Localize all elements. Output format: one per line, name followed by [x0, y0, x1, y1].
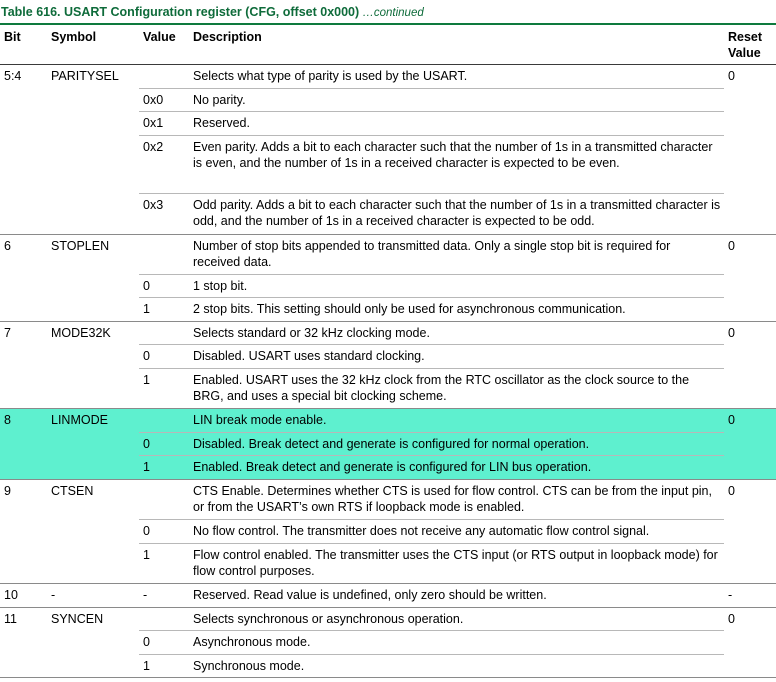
description-cell: Reserved. — [189, 112, 724, 136]
bit-cell: 6 — [0, 235, 47, 322]
description-cell: Selects synchronous or asynchronous operation. — [189, 608, 724, 631]
symbol-cell: CTSEN — [47, 480, 139, 584]
value-cell: - — [139, 584, 189, 608]
table-row — [0, 480, 776, 520]
bit-cell: 8 — [0, 409, 47, 480]
header-symbol: Symbol — [47, 25, 139, 65]
reset-cell: 0 — [724, 480, 776, 584]
value-cell — [139, 409, 189, 433]
header-value: Value — [139, 25, 189, 65]
description-cell: Enabled. Break detect and generate is configured for LIN bus operation. — [189, 456, 724, 480]
table-row — [0, 235, 776, 275]
value-cell: 1 — [139, 655, 189, 678]
value-cell: 0x1 — [139, 112, 189, 136]
table-row — [0, 322, 776, 345]
reset-cell: 0 — [724, 235, 776, 322]
value-cell: 1 — [139, 456, 189, 480]
reset-cell: 0 — [724, 65, 776, 235]
symbol-cell: SYNCEN — [47, 608, 139, 678]
symbol-cell: PARITYSEL — [47, 65, 139, 235]
bit-cell: 5:4 — [0, 65, 47, 235]
value-cell — [139, 235, 189, 275]
value-cell: 0x0 — [139, 89, 189, 112]
value-cell: 0 — [139, 520, 189, 544]
value-cell — [139, 480, 189, 520]
description-cell: CTS Enable. Determines whether CTS is used for flow control. CTS can be from the input pin, or from the USART’s own RTS if loopback mode is enabled. — [189, 480, 724, 520]
value-cell: 1 — [139, 298, 189, 322]
description-cell: Disabled. USART uses standard clocking. — [189, 345, 724, 369]
value-cell — [139, 322, 189, 345]
description-cell: 2 stop bits. This setting should only be used for asynchronous communication. — [189, 298, 724, 322]
reset-cell: 0 — [724, 608, 776, 678]
symbol-cell: MODE32K — [47, 322, 139, 409]
description-cell: Asynchronous mode. — [189, 631, 724, 655]
description-cell: LIN break mode enable. — [189, 409, 724, 433]
table-caption — [1, 5, 424, 19]
header-bit: Bit — [0, 25, 47, 65]
description-cell: Even parity. Adds a bit to each character such that the number of 1s in a transmitted character is even, and the number of 1s in a received character is expected to be even. — [189, 136, 724, 194]
symbol-cell: LINMODE — [47, 409, 139, 480]
description-cell: Number of stop bits appended to transmitted data. Only a single stop bit is required for received data. — [189, 235, 724, 275]
caption-continued: …continued — [359, 7, 424, 19]
description-cell: Synchronous mode. — [189, 655, 724, 678]
description-cell: Selects standard or 32 kHz clocking mode. — [189, 322, 724, 345]
header-reset-line2: Value — [728, 46, 761, 60]
reset-cell: 0 — [724, 409, 776, 480]
value-cell: 0 — [139, 275, 189, 298]
reset-cell: 0 — [724, 322, 776, 409]
value-cell: 1 — [139, 544, 189, 584]
header-row — [0, 25, 776, 65]
value-cell: 0x3 — [139, 194, 189, 235]
value-cell: 1 — [139, 369, 189, 409]
description-cell: No flow control. The transmitter does not receive any automatic flow control signal. — [189, 520, 724, 544]
value-cell: 0 — [139, 345, 189, 369]
table-row-highlighted — [0, 409, 776, 433]
value-cell: 0x2 — [139, 136, 189, 194]
table-row — [0, 65, 776, 89]
description-cell: Disabled. Break detect and generate is configured for normal operation. — [189, 433, 724, 456]
description-cell: Flow control enabled. The transmitter uses the CTS input (or RTS output in loopback mode) for flow control purposes. — [189, 544, 724, 584]
header-reset-value — [724, 25, 776, 65]
reset-cell: - — [724, 584, 776, 608]
bit-cell: 9 — [0, 480, 47, 584]
description-cell: Selects what type of parity is used by the USART. — [189, 65, 724, 89]
description-cell: Odd parity. Adds a bit to each character such that the number of 1s in a transmitted character is odd, and the number of 1s in a received character is expected to be odd. — [189, 194, 724, 235]
table-row — [0, 608, 776, 631]
table-row — [0, 584, 776, 608]
value-cell: 0 — [139, 631, 189, 655]
header-description: Description — [189, 25, 724, 65]
description-cell: No parity. — [189, 89, 724, 112]
value-cell — [139, 65, 189, 89]
description-cell: Reserved. Read value is undefined, only zero should be written. — [189, 584, 724, 608]
description-cell: Enabled. USART uses the 32 kHz clock from the RTC oscillator as the clock source to the BRG, and uses a special bit clocking scheme. — [189, 369, 724, 409]
caption-title: Table 616. USART Configuration register (CFG, offset 0x000) — [1, 5, 360, 19]
bit-cell: 10 — [0, 584, 47, 608]
symbol-cell: STOPLEN — [47, 235, 139, 322]
symbol-cell: - — [47, 584, 139, 608]
description-cell: 1 stop bit. — [189, 275, 724, 298]
bit-cell: 11 — [0, 608, 47, 678]
value-cell: 0 — [139, 433, 189, 456]
register-table — [0, 25, 776, 678]
bit-cell: 7 — [0, 322, 47, 409]
header-reset-line1: Reset — [728, 30, 763, 44]
value-cell — [139, 608, 189, 631]
